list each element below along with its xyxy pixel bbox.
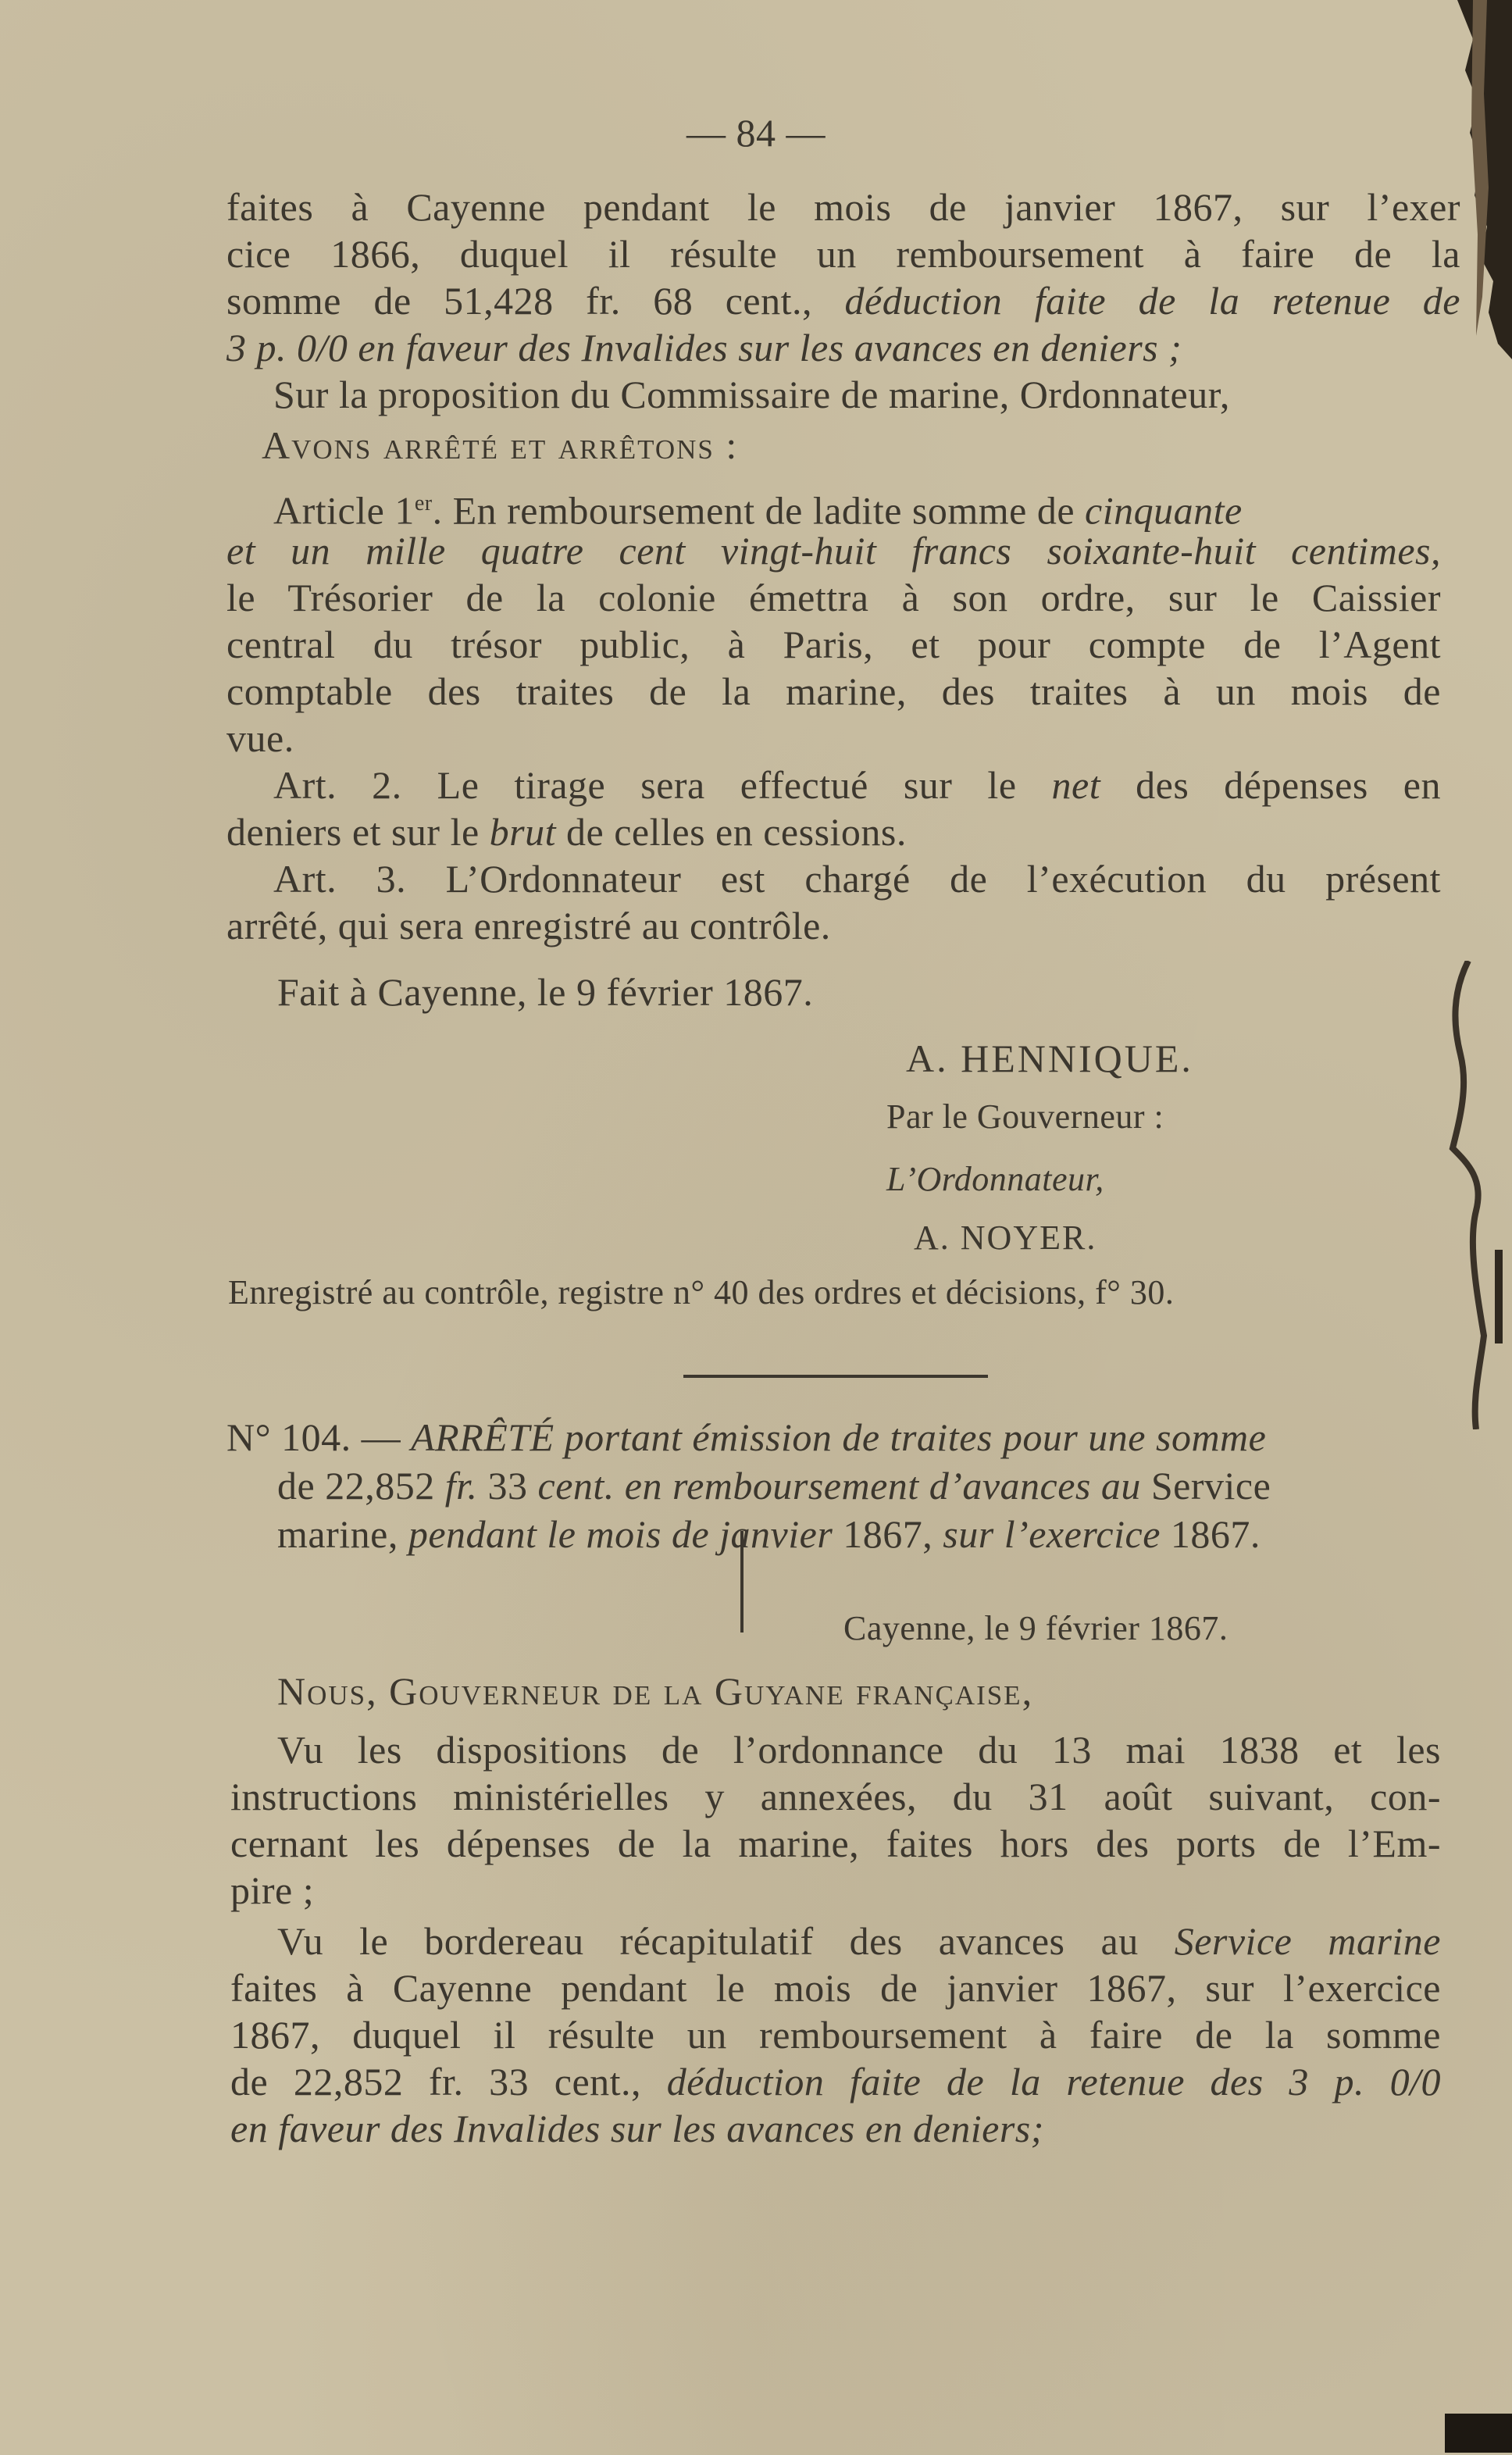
registration-note: Enregistré au contrôle, registre n° 40 des ordres et décisions, f° 30. — [228, 1273, 1175, 1311]
page-corner-decoration — [1445, 2406, 1512, 2453]
text-line: et un mille quatre cent vingt-huit francs soixante-huit centimes, — [226, 529, 1441, 573]
text-line: Vu le bordereau récapitulatif des avances au Service marine — [277, 1919, 1441, 1963]
text-line: somme de 51,428 fr. 68 cent., déduction faite de la retenue de — [226, 279, 1460, 323]
text-line: 1867, duquel il résulte un remboursement à faire de la somme — [230, 2013, 1441, 2057]
page-number: — 84 — — [686, 111, 826, 155]
margin-bracket-decoration — [1484, 1250, 1512, 1343]
signature-line: Par le Gouverneur : — [886, 1097, 1164, 1136]
text-line: Art. 2. Le tirage sera effectué sur le net des dépenses en — [273, 763, 1441, 807]
decree-formula: Nous, Gouverneur de la Guyane française, — [277, 1669, 1034, 1713]
text-line: Vu les dispositions de l’ordonnance du 13 mai 1838 et les — [277, 1728, 1441, 1772]
text-line: faites à Cayenne pendant le mois de janvier 1867, sur l’exercice — [230, 1966, 1441, 2010]
date-line: Cayenne, le 9 février 1867. — [843, 1609, 1228, 1647]
signature-name: A. NOYER. — [914, 1219, 1097, 1257]
text-line: comptable des traites de la marine, des traites à un mois de — [226, 669, 1441, 713]
text-line: Art. 3. L’Ordonnateur est chargé de l’exécution du présent — [273, 857, 1441, 901]
text-line: instructions ministérielles y annexées, du 31 août suivant, con- — [230, 1775, 1441, 1818]
text-line: cice 1866, duquel il résulte un remboursement à faire de la — [226, 232, 1460, 276]
text-line: pire ; — [230, 1868, 315, 1912]
decree-title: marine, pendant le mois de janvier 1867, sur l’exercice 1867. — [277, 1512, 1261, 1556]
text-line: central du trésor public, à Paris, et pour compte de l’Agent — [226, 623, 1441, 666]
section-divider — [683, 1375, 988, 1378]
signature-line: L’Ordonnateur, — [886, 1160, 1104, 1198]
text-line: de 22,852 fr. 33 cent., déduction faite de la retenue des 3 p. 0/0 — [230, 2060, 1441, 2104]
signature-name: A. HENNIQUE. — [906, 1037, 1193, 1080]
decree-formula: Avons arrêté et arrêtons : — [262, 423, 739, 467]
text-line: Sur la proposition du Commissaire de marine, Ordonnateur, — [273, 373, 1230, 416]
text-line: cernant les dépenses de la marine, faites hors des ports de l’Em- — [230, 1822, 1441, 1865]
margin-bracket-decoration — [1437, 961, 1500, 1429]
decree-title: de 22,852 fr. 33 cent. en remboursement d’avances au Service — [277, 1464, 1271, 1508]
text-line: deniers et sur le brut de celles en cessions. — [226, 810, 907, 854]
text-line: en faveur des Invalides sur les avances en deniers; — [230, 2107, 1044, 2150]
text-line: le Trésorier de la colonie émettra à son ordre, sur le Caissier — [226, 576, 1441, 619]
decree-title: N° 104. — ARRÊTÉ portant émission de traites pour une somme — [226, 1415, 1267, 1459]
article-heading: Article 1er. En remboursement de ladite somme de cinquante — [273, 488, 1243, 533]
date-line: Fait à Cayenne, le 9 février 1867. — [277, 970, 814, 1014]
text-line: arrêté, qui sera enregistré au contrôle. — [226, 904, 831, 947]
text-line: 3 p. 0/0 en faveur des Invalides sur les avances en deniers ; — [226, 326, 1182, 369]
text-line: vue. — [226, 716, 294, 760]
text-line: faites à Cayenne pendant le mois de janvier 1867, sur l’exer — [226, 185, 1460, 229]
